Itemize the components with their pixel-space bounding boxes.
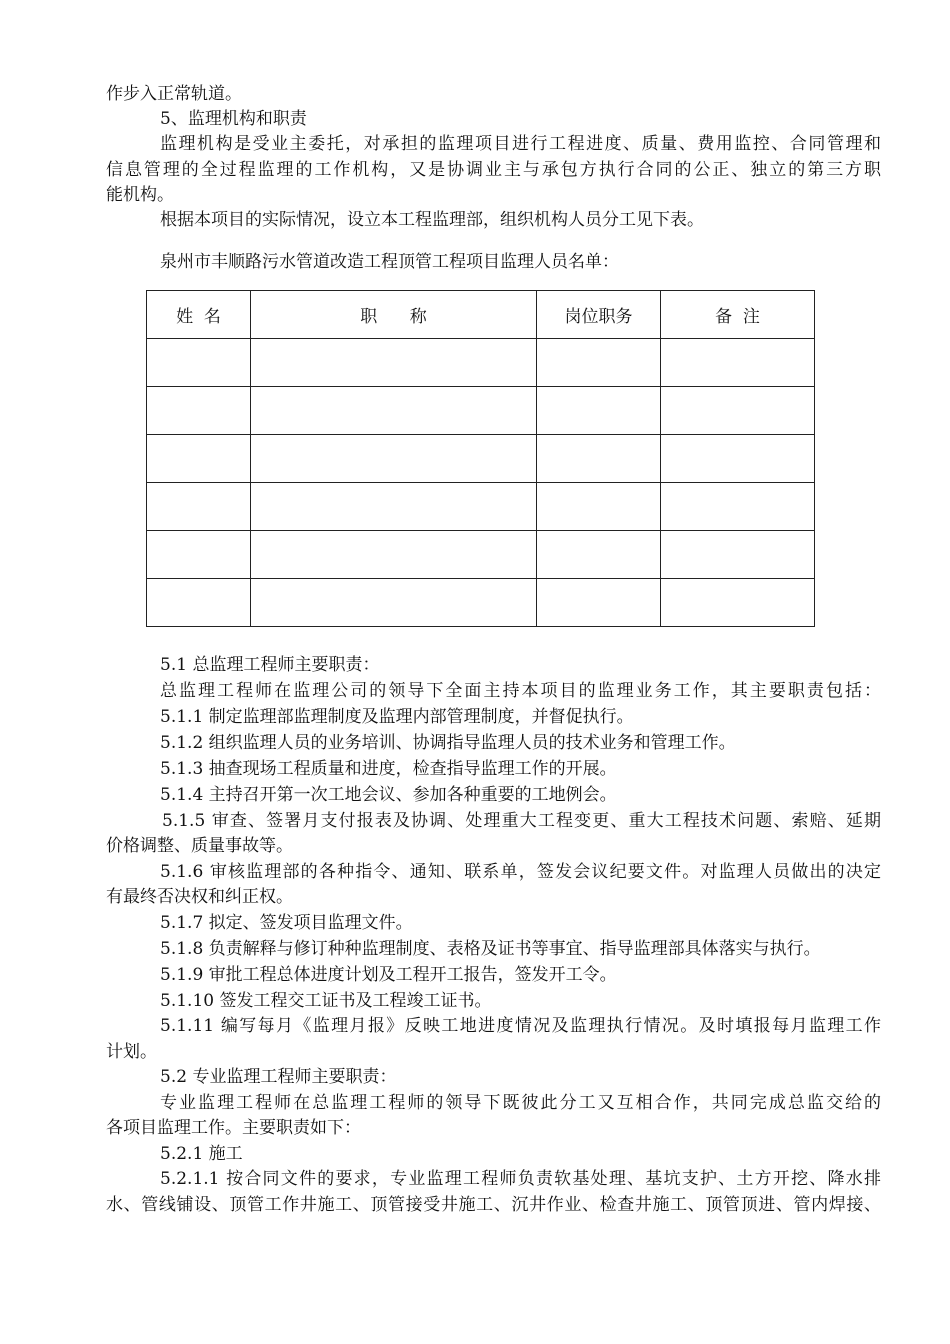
list-item: 5.1.2 组织监理人员的业务培训、协调指导监理人员的技术业务和管理工作。 <box>160 733 736 753</box>
subsection-heading: 5.2.1 施工 <box>160 1144 243 1164</box>
table-cell <box>251 339 537 387</box>
table-cell <box>251 387 537 435</box>
paragraph-line: 根据本项目的实际情况，设立本工程监理部，组织机构人员分工见下表。 <box>160 210 704 230</box>
table-cell <box>147 387 251 435</box>
list-item: 5.1.8 负责解释与修订种种监理制度、表格及证书等事宜、指导监理部具体落实与执行。 <box>160 939 821 959</box>
paragraph-line: 监理机构是受业主委托，对承担的监理项目进行工程进度、质量、费用监控、合同管理和 <box>160 134 881 154</box>
list-item: 5.1.6 审核监理部的各种指令、通知、联系单，签发会议纪要文件。对监理人员做出的决定 <box>160 862 881 882</box>
list-item: 5.1.7 拟定、签发项目监理文件。 <box>160 913 413 933</box>
table-cell <box>537 531 661 579</box>
table-caption: 泉州市丰顺路污水管道改造工程顶管工程项目监理人员名单： <box>160 252 619 272</box>
col-header-name: 姓 名 <box>147 291 251 339</box>
section-heading: 5、监理机构和职责 <box>160 109 307 129</box>
paragraph-line: 信息管理的全过程监理的工作机构，又是协调业主与承包方执行合同的公正、独立的第三方职 <box>106 160 881 180</box>
section-heading: 5.2 专业监理工程师主要职责： <box>160 1067 397 1087</box>
list-item: 5.1.4 主持召开第一次工地会议、参加各种重要的工地例会。 <box>160 785 617 805</box>
paragraph-line: 专业监理工程师在总监理工程师的领导下既彼此分工又互相合作，共同完成总监交给的 <box>160 1093 881 1113</box>
table-cell <box>251 483 537 531</box>
table-cell <box>251 435 537 483</box>
table-cell <box>537 387 661 435</box>
list-item: 5.1.9 审批工程总体进度计划及工程开工报告，签发开工令。 <box>160 965 617 985</box>
table-cell <box>661 483 815 531</box>
list-item-continued: 有最终否决权和纠正权。 <box>106 887 293 907</box>
table-cell <box>661 531 815 579</box>
section-heading: 5.1 总监理工程师主要职责： <box>160 655 380 675</box>
list-item-continued: 水、管线铺设、顶管工作井施工、顶管接受井施工、沉井作业、检查井施工、顶管顶进、管内焊接、 <box>106 1195 881 1215</box>
table-cell <box>537 483 661 531</box>
table-cell <box>537 435 661 483</box>
col-header-remark: 备 注 <box>661 291 815 339</box>
list-item: 5.1.5 审查、签署月支付报表及协调、处理重大工程变更、重大工程技术问题、索赔、延期 <box>162 811 881 831</box>
paragraph-line: 总监理工程师在监理公司的领导下全面主持本项目的监理业务工作，其主要职责包括： <box>160 681 881 701</box>
table-cell <box>661 339 815 387</box>
list-item: 5.1.3 抽查现场工程质量和进度，检查指导监理工作的开展。 <box>160 759 617 779</box>
table-cell <box>147 339 251 387</box>
col-header-position: 岗位职务 <box>537 291 661 339</box>
table-row <box>147 579 815 627</box>
paragraph-line: 能机构。 <box>106 185 174 205</box>
list-item-continued: 计划。 <box>106 1042 157 1062</box>
text-line: 作步入正常轨道。 <box>106 84 242 104</box>
list-item-continued: 价格调整、质量事故等。 <box>106 836 293 856</box>
table-cell <box>251 579 537 627</box>
list-item: 5.2.1.1 按合同文件的要求，专业监理工程师负责软基处理、基坑支护、土方开挖、降水排 <box>160 1169 881 1189</box>
table-cell <box>147 531 251 579</box>
list-item: 5.1.10 签发工程交工证书及工程竣工证书。 <box>160 991 492 1011</box>
table-cell <box>147 483 251 531</box>
staff-table <box>146 290 815 627</box>
table-cell <box>661 435 815 483</box>
table-row <box>147 435 815 483</box>
list-item: 5.1.1 制定监理部监理制度及监理内部管理制度，并督促执行。 <box>160 707 634 727</box>
paragraph-line: 各项目监理工作。主要职责如下： <box>106 1118 361 1138</box>
table-cell <box>537 339 661 387</box>
col-header-title: 职 称 <box>251 291 537 339</box>
table-row <box>147 387 815 435</box>
table-row <box>147 483 815 531</box>
table-row <box>147 339 815 387</box>
table-cell <box>147 579 251 627</box>
table-cell <box>661 579 815 627</box>
table-header-row <box>147 291 815 339</box>
table-cell <box>537 579 661 627</box>
table-row <box>147 531 815 579</box>
table-cell <box>661 387 815 435</box>
list-item: 5.1.11 编写每月《监理月报》反映工地进度情况及监理执行情况。及时填报每月监理工作 <box>160 1016 881 1036</box>
table-cell <box>147 435 251 483</box>
table-cell <box>251 531 537 579</box>
